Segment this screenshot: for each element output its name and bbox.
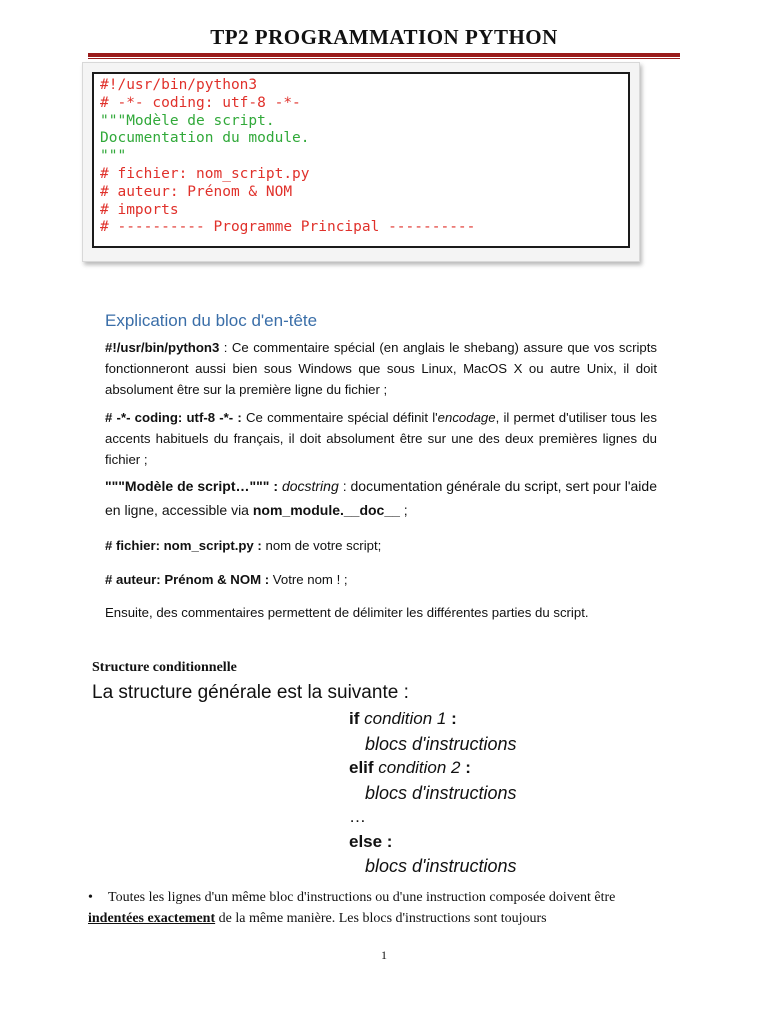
desc-ensuite: Ensuite, des commentaires permettent de délimiter les différentes parties du script. [105, 605, 589, 620]
page-title: TP2 PROGRAMMATION PYTHON [210, 25, 558, 49]
desc-docstring-end: ; [399, 502, 408, 518]
bullet-text-a: Toutes les lignes d'un même bloc d'instructions ou d'une instruction composée doivent être [108, 890, 616, 905]
term-fichier: # fichier: nom_script.py : [105, 538, 262, 553]
condition-2: condition 2 [373, 758, 461, 777]
term-docstring-italic: docstring [278, 478, 339, 494]
condition-1: condition 1 [359, 709, 447, 728]
paragraph-auteur [105, 569, 657, 590]
syntax-ellipsis: … [349, 807, 366, 826]
syntax-elif-line [349, 756, 517, 781]
syntax-block-1: blocs d'instructions [365, 733, 517, 754]
code-block [92, 72, 630, 248]
desc-shebang: : Ce commentaire spécial (en anglais le shebang) assure que vos scripts fonctionneront aussi bien sous Windows que sous Linux, MacOS X ou autre Unix, il doit absolument être sur la première ligne du fichier ; [105, 340, 657, 397]
paragraph-shebang [105, 337, 657, 400]
section-heading: Explication du bloc d'en-tête [105, 311, 318, 330]
code-line-programme: # ---------- Programme Principal ---------- [100, 219, 476, 236]
bullet-indentation [88, 887, 668, 929]
code-line-docstring-open: """Modèle de script. [100, 112, 275, 129]
syntax-block-3: blocs d'instructions [365, 856, 517, 876]
code-line-docstring-body: Documentation du module. [100, 130, 310, 147]
code-line-shebang: #!/usr/bin/python3 [100, 77, 258, 93]
colon-elif: : [460, 758, 471, 777]
paragraph-ensuite [105, 602, 657, 623]
syntax-block [349, 707, 517, 879]
term-auteur: # auteur: Prénom & NOM : [105, 572, 270, 587]
term-docstring: """Modèle de script…""" : [105, 478, 278, 494]
desc-coding-b: , il permet d'utiliser tous les accents habituels du français, il doit absolument être sur une des deux premières lignes du fichier ; [105, 410, 657, 467]
keyword-if: if [349, 709, 360, 728]
paragraph-coding [105, 407, 657, 470]
code-line-imports: # imports [100, 201, 179, 218]
term-module-doc: nom_module.__doc__ [252, 502, 400, 518]
term-encodage: encodage [437, 410, 496, 425]
syntax-if-line [349, 707, 517, 732]
paragraph-fichier [105, 535, 657, 556]
desc-docstring: : documentation générale du script, sert pour l'aide en ligne, accessible via [105, 478, 657, 518]
paragraph-docstring [105, 474, 657, 522]
bullet-text-b: de la même manière. Les blocs d'instructions sont toujours [215, 911, 547, 926]
bullet-icon: • [88, 890, 93, 905]
page-number: 1 [381, 948, 387, 962]
syntax-block-2: blocs d'instructions [365, 782, 517, 803]
keyword-elif: elif [349, 758, 374, 777]
desc-coding-a: Ce commentaire spécial définit l' [241, 410, 438, 425]
code-line-coding: # -*- coding: utf-8 -*- [100, 94, 301, 111]
structure-subtitle: La structure générale est la suivante : [92, 682, 409, 703]
title-underline [88, 53, 680, 57]
structure-title: Structure conditionnelle [92, 660, 237, 675]
code-line-fichier: # fichier: nom_script.py [100, 165, 310, 182]
term-coding: # -*- coding: utf-8 -*- : [105, 410, 242, 425]
code-line-auteur: # auteur: Prénom & NOM [100, 183, 293, 200]
term-shebang: #!/usr/bin/python3 [105, 340, 220, 355]
desc-fichier: nom de votre script; [261, 538, 382, 553]
desc-auteur: Votre nom ! ; [269, 572, 348, 587]
code-line-docstring-close: """ [100, 148, 127, 165]
code-screenshot [82, 62, 640, 262]
colon-if: : [446, 709, 457, 728]
bullet-underlined: indentées exactement [88, 911, 216, 926]
keyword-else: else : [349, 831, 393, 851]
title-underline-thin [88, 58, 680, 59]
